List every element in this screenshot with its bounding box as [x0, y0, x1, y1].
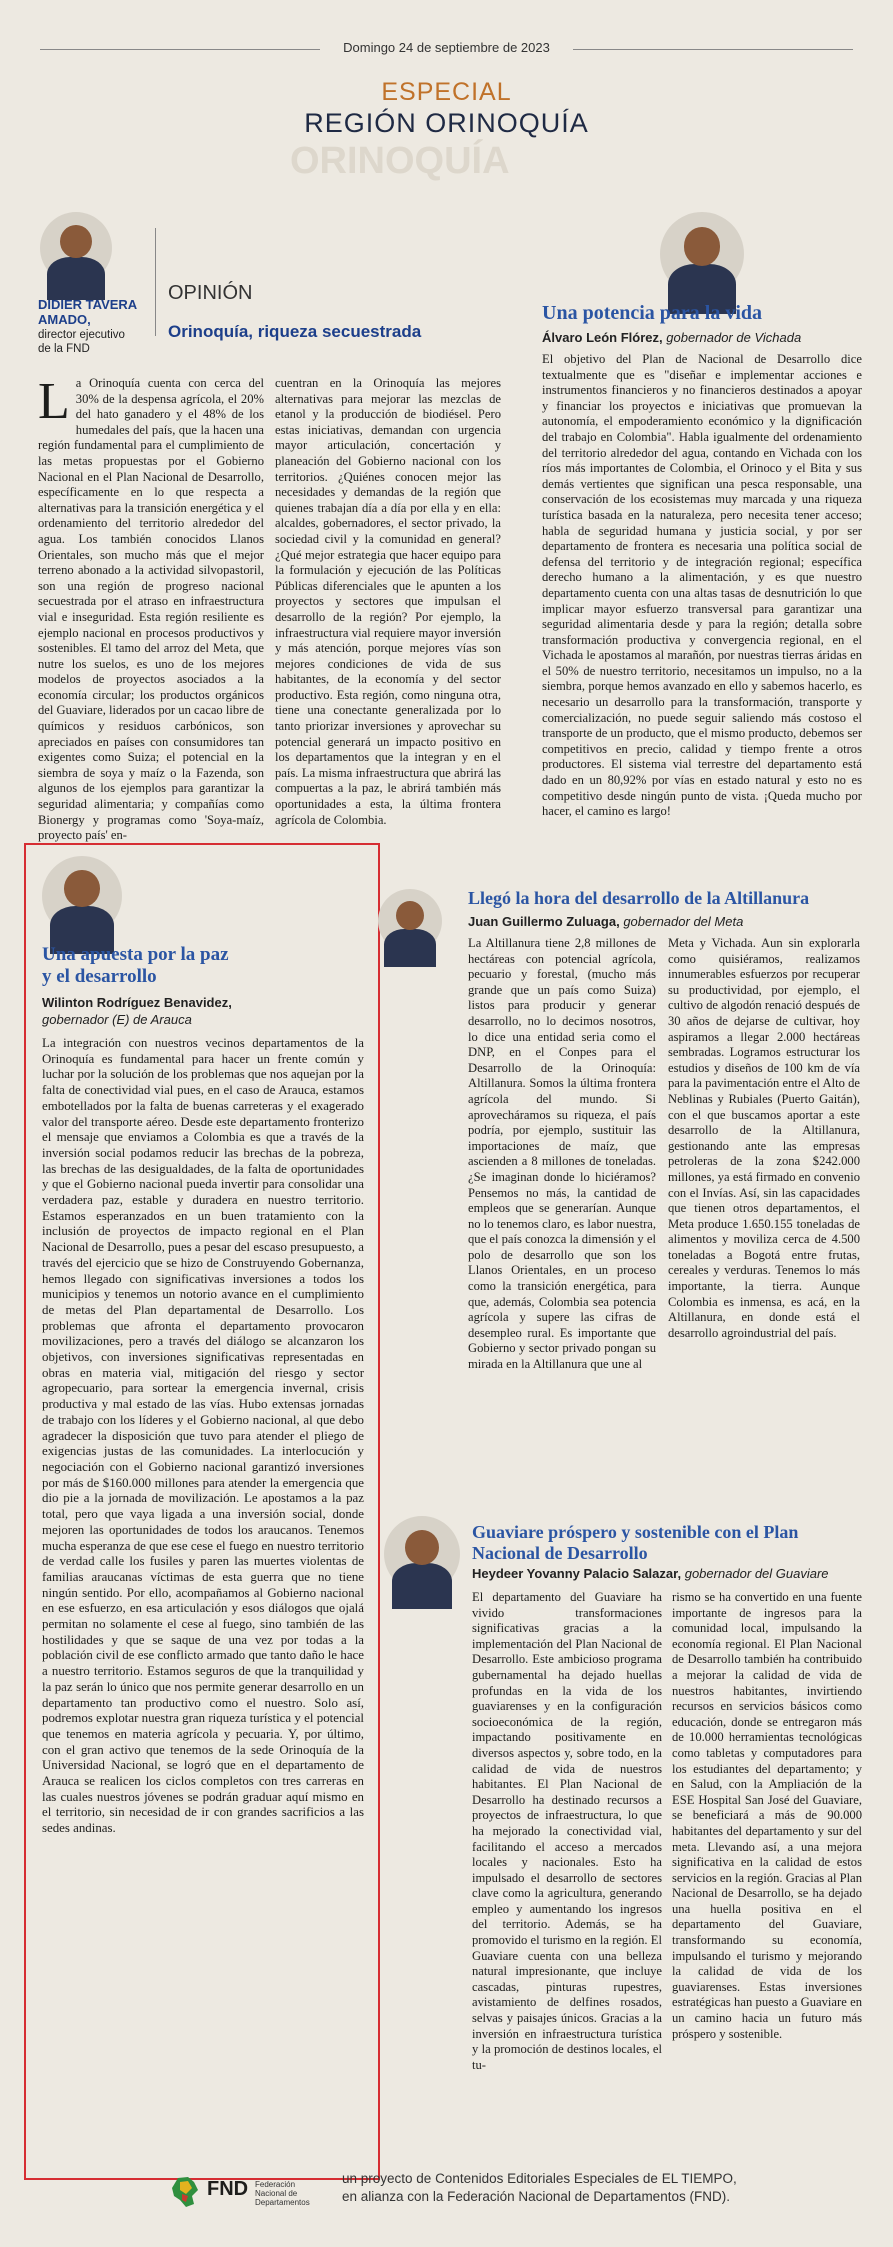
portrait-head	[64, 870, 99, 907]
opinion-author-role: director ejecutivo de la FND	[38, 329, 125, 355]
guaviare-headline: Guaviare próspero y sostenible con el Plan Nacional de Desarrollo	[472, 1522, 799, 1563]
section-region: REGIÓN ORINOQUÍA	[304, 108, 589, 138]
avatar-alvaro-leon-florez	[660, 212, 744, 296]
avatar-didier-tavera	[40, 212, 112, 284]
fnd-logo-subtitle: Federación Nacional de Departamentos	[255, 2180, 310, 2207]
arauca-headline: Una apuesta por la paz y el desarrollo	[42, 944, 229, 987]
avatar-wilinton-rodriguez	[42, 856, 122, 936]
portrait-body	[384, 929, 435, 967]
portrait-head	[684, 227, 721, 266]
avatar-heydeer-palacio	[384, 1516, 460, 1592]
vichada-role: gobernador de Vichada	[666, 330, 802, 345]
meta-col1-text: La Altillanura tiene 2,8 millones de hectáreas con potencial agrícola, pecuario y forestal, (mucho más grande que un país como Suiza) listos para producir y generar desarrollo, no lo decimos nosotros, lo dice una entidad seria como el DNP, en el Conpes para el Desarrollo de la Orinoquía: Altillanura. Somos la última frontera agrícola del mundo. Si aprovecháramos su riqueza, el país podría, por ejemplo, sustituir las importaciones de maíz, que ascienden a 8 millones de toneladas. ¿Se imaginan donde lo hiciéramos? Pensemos no más, la cantidad de empleos que se generarían. Aunque no lo tenemos claro, es labor nuestra, que el país conozca la dimensión y el polo de desarrollo que son los Llanos Orientales, en un proceso como la transición energética, para que, además, Colombia sea potencia agrícola y supere las cifras de desempleo rural. Es importante que Gobierno y sector privado pongan su mirada en la Altillanura que une al	[468, 936, 656, 1372]
guaviare-column-2	[672, 1590, 862, 2156]
meta-role: gobernador del Meta	[623, 914, 744, 929]
footer-line-2: en alianza con la Federación Nacional de Departamentos (FND).	[342, 2189, 730, 2204]
vichada-byline	[542, 330, 801, 345]
opinion-label: OPINIÓN	[168, 282, 253, 304]
arauca-body	[42, 1036, 364, 2168]
meta-author: Juan Guillermo Zuluaga,	[468, 914, 620, 929]
guaviare-column-1	[472, 1590, 662, 2156]
opinion-column-1	[38, 373, 264, 843]
guaviare-byline	[472, 1566, 829, 1581]
guaviare-col2-text: rismo se ha convertido en una fuente importante de ingresos para la comunidad local, impulsando la economía regional. El Plan Nacional de Desarrollo también ha contribuido a mejorar la calidad de vida de nuestros habitantes, invirtiendo recursos en servicios básicos como educación, donde se entregaron más de 10.000 herramientas tecnológicas como tabletas y computadores para los estudiantes del departamento; y en Salud, con la Ampliación de la ESE Hospital San José del Guaviare, se beneficiará a más de 90.000 habitantes del departamento y sur del meta. Llevando así, a una mejora significativa en la calidad de estos servicios en la región. Gracias al Plan Nacional de Desarrollo, se ha dejado una huella positiva en el departamento del Guaviare, transformando su economía, impulsando el turismo y mejorando la calidad de vida de los guaviarenses. Estas inversiones estratégicas han puesto a Guaviare en un camino hacia un futuro más próspero y sostenible.	[672, 1590, 862, 2041]
portrait-head	[405, 1530, 438, 1565]
vichada-body	[542, 352, 862, 822]
vichada-author: Álvaro León Flórez,	[542, 330, 663, 345]
fnd-logo-text: FND	[207, 2178, 249, 2200]
footer-credit	[342, 2170, 737, 2206]
drop-cap: L	[38, 373, 70, 430]
portrait-head	[396, 901, 424, 930]
arauca-author: Wilinton Rodríguez Benavidez,	[42, 995, 232, 1010]
avatar-juan-guillermo-zuluaga	[378, 889, 442, 953]
opinion-title: Orinoquía, riqueza secuestrada	[168, 322, 422, 341]
opinion-col2-text: cuentran en la Orinoquía las mejores alternativas para mejorar las mezclas de etanol y la producción de biodiésel. Pero estas iniciativas, demandan con urgencia mayor articulación, concertación y planeación del Gobierno nacional con los territorios. ¿Quiénes conocen mejor las necesidades y demandas de la región que quienes trabajan día a día por ella y en ella: alcaldes, gobernadores, el sector privado, la sociedad civil y la comunidad en general? ¿Qué mejor estrategia que hacer equipo para la formulación y ejecución de las Políticas Públicas diferenciales que le apunten a los proyectos y sectores que impulsan el desarrollo de la región? Por ejemplo, la infraestructura vial requiere mayor inversión y más atención, porque mejores vías son mejores condiciones de vida de sus habitantes, de la economía y del sector productivo. Esta región, como ninguna otra, tiene una conectante generalizada por lo tanto priorizar inversiones y aprovechar su potencial generará un impacto positivo en los departamentos que la integran y en el país. La misma infraestructura que abrirá las compuertas a la paz, le abrirá también más oportunidades a esta, la última frontera agrícola de Colombia.	[275, 376, 501, 827]
opinion-divider	[155, 228, 156, 336]
guaviare-role: gobernador del Guaviare	[684, 1566, 829, 1581]
meta-col2-text: Meta y Vichada. Aun sin explorarla como quisiéramos, realizamos innumerables esfuerzos por recuperar su productividad, por ejemplo, el cultivo de algodón renació después de 30 años de dejarse de cultivar, hoy aspiramos a llegar 2.000 hectáreas sembradas. Logramos estructurar los estudios y diseños de 100 km de vía para la pavimentación entre el Alto de Neblinas y Rubiales (Puerto Gaitán), con el que buscamos aportar a este desarrollo de la Altillanura, gestionando ante las empresas petroleras de la zona $242.000 millones, ya está firmado en convenio con el Invías. Así, sin las capacidades que tienen otros departamentos, el Meta produce 1.650.155 toneladas de alimentos y moviliza cerca de 4.500 toneladas a Bogotá entre frutas, cereales y verduras. Tenemos lo más importante, la tierra. Aunque Colombia es inmensa, es acá, en la Altillanura, en donde está el desarrollo agroindustrial del país.	[668, 936, 860, 1340]
meta-column-1	[468, 936, 656, 1500]
portrait-body	[392, 1563, 453, 1609]
opinion-col1-text: a Orinoquía cuenta con cerca del 30% de la despensa agrícola, el 20% del hato ganadero y el 48% de los humedales del país, que la hacen una región fundamental para el cumplimiento de las metas propuestas por el Gobierno Nacional en el Plan Nacional de Desarrollo, específicamente en lo que respecta a alternativas para la transición energética y el ordenamiento del territorio alrededor del agua. Los también conocidos Llanos Orientales, son mucho más que el mejor terreno abonado a la actividad silvopastoril, son una región de progreso nacional secuestrada por el atraso en infraestructura vial e inseguridad. Esta región resiliente es ejemplo nacional en procesos productivos y sostenibles. El tamo del arroz del Meta, que nutre los suelos, es uno de los mejores modelos de proyectos asociados a la economía circular; los productos orgánicos del Guaviare, liderados por un cacao libre de químicos y residuos carbónicos, son apreciados en países con consumidores tan exigentes como Suiza; el potencial en la siembra de soya y maíz o la Fazenda, son algunos de los ejemplos para garantizar la seguridad alimentaria; y compañías como Bionergy y programas como 'Soya-maíz, proyecto país' en-	[38, 376, 264, 843]
arauca-byline	[42, 994, 362, 1028]
opinion-column-2	[275, 376, 501, 827]
vichada-body-text: El objetivo del Plan de Nacional de Desarrollo dice textualmente que es "diseñar e implementar acciones e instrumentos financieros y no financieros destinados a apoyar y financiar los proyectos e iniciativas que promuevan la autonomía, el empoderamiento económico y la dignificación del trabajo en Colombia". Habla igualmente del ordenamiento del territorio alrededor del agua, contando en Vichada con los ríos más importantes de Colombia, el Orinoco y el Bita y sus demás vertientes que significan una pesca responsable, una conservación de los ecosistemas muy marcada y una riqueza turística basada en la naturaleza, pero necesita tener acceso; habla de seguridad humana y justicia social, y por ser departamento de frontera es necesaria una política social de defensa del territorio y de integración regional; específica derecho humano a la alimentación, y es que nuestro departamento cuenta con una altas tasas de desnutrición lo que implicar mayor esfuerzo transversal para garantizar una seguridad alimentaria desde y para la región; detalla sobre transformación productiva y convergencia regional, en el Vichada le apostamos al marañón, por nuestras tierras áridas en el 50% de nuestro territorio, necesitamos un impulso, no a la siembra, porque hemos avanzado en ello y sabemos hacerlo, es necesario un desarrollo para la transformación, transporte y comercialización, no puede seguir saliendo más costoso el transporte de un producto, que el mismo producto, debemos ser competitivos en precio, calidad y tiempo frente a otros productores. El sistema vial terrestre del departamento está dado en un 80,92% por vías en estado natural y esto no es competitivo desde ningún punto de vista. ¡Queda mucho por hacer, el camino es largo!	[542, 352, 863, 819]
arauca-body-text: La integración con nuestros vecinos departamentos de la Orinoquía es fundamental para hacer un frente común y luchar por la solución de los problemas que nos aquejan por la falta de conectividad vial pues, en el caso de Arauca, estamos embotellados por la falta de buenas carreteras y el exagerado valor del transporte aéreo. Desde este departamento fronterizo el mensaje que enviamos a Colombia es que a través de la inversión social podamos reducir las brechas de la pobreza, las brechas de las desigualdades, de la falta de oportunidades y que el Gobierno nacional pueda invertir para consolidar una verdadera paz, estable y duradera en nuestro territorio. Estamos esperanzados en un buen tratamiento con la inclusión de proyectos de impacto regional en el Plan Nacional de Desarrollo, pues a pesar del escaso presupuesto, a través del ejercicio que se hizo de Construyendo Gobernanza, hemos llegado con significativas inversiones a todos los municipios y tenemos un notorio avance en el cumplimiento de metas del Plan departamental de Desarrollo. Los problemas que afronta el departamento provocaron movilizaciones, pero a través del diálogo se alcanzaron los objetivos, con inversiones significativas representadas en obras en materia vial, mitigación del riesgo y sector agropecuario, para sortear la emergencia invernal, crisis productiva y mal estado de las vías. Hubo extensas jornadas de trabajo con los líderes y el Gobierno nacional, al que debo agradecer la disposición que tuvo para atender el pliego de exigencias justas de las comunidades. La interlocución y negociación con el Gobierno nacional garantizó inversiones por más de $160.000 millones para atender la emergencia que dio pie a la jornada de movilización. Le apostamos a la paz total, pero que vaya ligada a una inversión social, donde mejoren las oportunidades de todos los araucanos. Tenemos mucha esperanza de que ese cese el fuego en nuestro territorio de verdad calle los fusiles y paren las muertes violentas de familias araucanas víctimas de esta guerra que no tiene ningún sentido. Por ello, acompañamos al Gobierno nacional en ese esfuerzo, en esa articulación y esos diálogos que ojalá permitan no solamente el cese al fuego, sino también de las hostilidades y que se saque de una vez por todas a la población civil de ese conflicto armado que tanto daño le hace a nuestro territorio. Estamos seguros de que la tranquilidad y la paz serán lo único que nos permite generar desarrollo en un departamento tan productivo como el nuestro. Solo así, podremos explotar nuestra gran riqueza turística y el potencial que tenemos en materia agrícola y pecuaria. Y, por último, con el gran activo que tenemos de la sede Orinoquía de la Universidad Nacional, se logró que en el departamento de Arauca se realicen los ciclos completos con tres carreras en las cuales nuestros jóvenes se podrán graduar aquí mismo en el territorio, sin necesidad de ir con grandes sacrificios a las sedes andinas.	[42, 1036, 364, 1836]
arauca-role: gobernador (E) de Arauca	[42, 1012, 192, 1027]
meta-headline: Llegó la hora del desarrollo de la Altillanura	[468, 888, 810, 908]
portrait-body	[47, 257, 105, 300]
faded-background-title: ORINOQUÍA	[290, 140, 510, 182]
meta-byline	[468, 914, 743, 929]
guaviare-author: Heydeer Yovanny Palacio Salazar,	[472, 1566, 682, 1581]
opinion-author-name: DIDIER TAVERA AMADO,	[38, 297, 137, 327]
meta-column-2	[668, 936, 860, 1500]
portrait-head	[60, 225, 92, 258]
issue-date: Domingo 24 de septiembre de 2023	[0, 40, 893, 55]
guaviare-col1-text: El departamento del Guaviare ha vivido transformaciones significativas gracias a la implementación del Plan Nacional de Desarrollo. Este ambicioso programa gubernamental ha dejado huellas profundas en la vida de los guaviarenses y en la configuración socioeconómica de la región, impactando positivamente en diversos aspectos y, sobre todo, en la calidad de vida de nuestros habitantes. El Plan Nacional de Desarrollo ha destinado recursos a proyectos de infraestructura, lo que ha mejorado la conectividad vial, facilitando el acceso a mercados locales y nacionales. Esto ha impulsado el desarrollo de sectores clave como la agricultura, generando empleo y aumentando los ingresos del territorio. Además, se ha promovido el turismo en la región. El Guaviare cuenta con una belleza natural impresionante, que incluye cascadas, pinturas rupestres, avistamiento de delfines rosados, selvas y paisajes únicos. Gracias a la inversión en infraestructura turística y la promoción de destinos locales, el tu-	[472, 1590, 662, 2072]
section-special: ESPECIAL	[381, 78, 512, 106]
fnd-logo	[165, 2168, 320, 2218]
colombia-map-icon	[170, 2176, 200, 2208]
vichada-headline: Una potencia para la vida	[542, 302, 763, 324]
footer-line-1: un proyecto de Contenidos Editoriales Especiales de EL TIEMPO,	[342, 2171, 737, 2186]
